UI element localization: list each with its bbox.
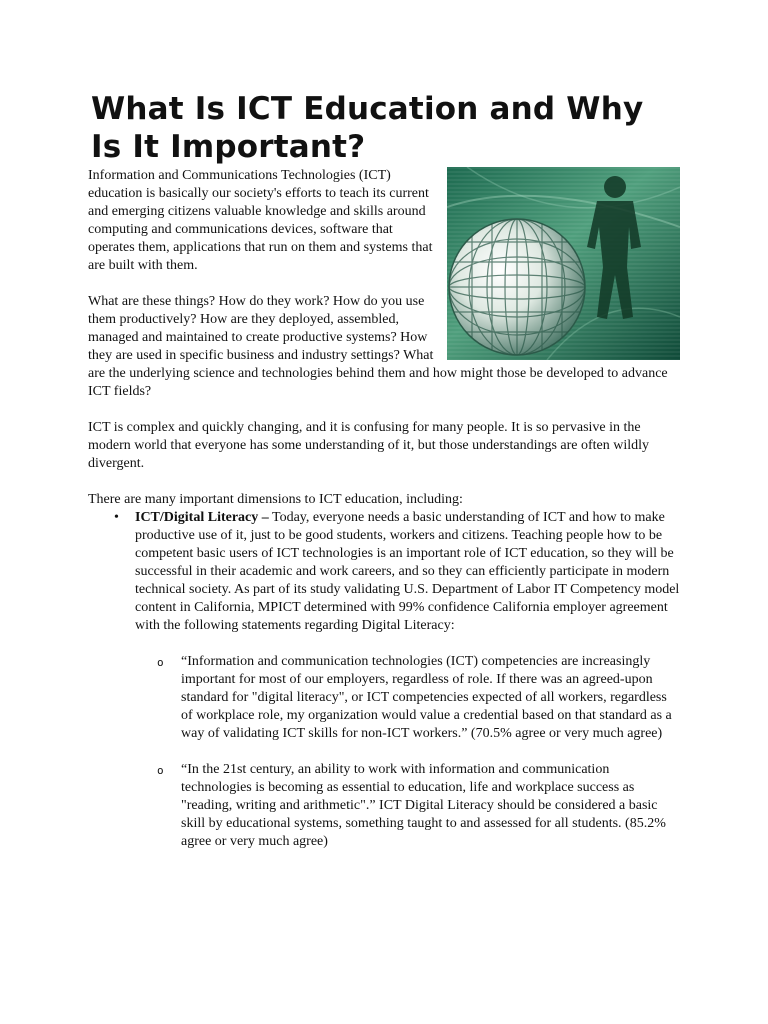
- dimension-text: Today, everyone needs a basic understanding of ICT and how to make productive use of it, just to be good students, workers and citizens. Teaching people how to be competent basic users of ICT technologies is an important role of ICT education, so they will be successful in their academic and work careers, and so they can efficiently participate in modern technical society. As part of its study validating U.S. Department of Labor IT Competency model content in California, MPICT determined with 99% confidence California employer agreement with the following statements regarding Digital Literacy:: [135, 510, 680, 633]
- globe-and-figure-illustration: [447, 167, 680, 360]
- list-item: [157, 761, 680, 851]
- quote-text: “In the 21st century, an ability to work with information and communication technologies is becoming as essential to education, life and workplace success as "reading, writing and arithmetic".” ICT Digital Literacy should be considered a basic skill by educational systems, something taught to and assessed for all students. (85.2% agree or very much agree): [181, 762, 666, 849]
- questions-paragraph: What are these things? How do they work? How do you use them productively? How are they deployed, assembled, managed and maintained to create productive systems? How they are used in specific business and industry settings? What are the underlying science and technologies behind them and how might those be developed to advance ICT fields?: [88, 294, 668, 399]
- sub-bullet-marker: o: [157, 656, 164, 669]
- quotes-list: [135, 653, 680, 851]
- list-item: [157, 653, 680, 743]
- dimensions-intro: There are many important dimensions to ICT education, including:: [88, 492, 463, 507]
- quote-text: “Information and communication technologies (ICT) competencies are increasingly important for most of our employers, regardless of role. If there was an agreed-upon standard for "digital literacy", or ICT competencies expected of all workers, regardless of workplace role, my organization would value a credential based on that standard as a way of validating ICT skills for non-ICT workers.” (70.5% agree or very much agree): [181, 654, 672, 741]
- ict-illustration: [447, 167, 680, 360]
- bullet-marker: •: [114, 510, 119, 525]
- globe: [449, 219, 585, 355]
- document-page: [88, 90, 680, 869]
- sub-bullet-marker: o: [157, 764, 164, 777]
- document-title: What Is ICT Education and Why Is It Important?: [91, 91, 644, 165]
- dimension-lead: ICT/Digital Literacy –: [135, 510, 269, 525]
- complexity-paragraph: ICT is complex and quickly changing, and it is confusing for many people. It is so pervasive in the modern world that everyone has some understanding of it, but those understandings are often wildly divergent.: [88, 420, 650, 471]
- list-item: [114, 509, 680, 851]
- dimensions-list: [88, 509, 680, 851]
- intro-paragraph: Information and Communications Technologies (ICT) education is basically our society's efforts to teach its current and emerging citizens valuable knowledge and skills around computing and communications devices, software that operates them, applications that run on them and systems that are built with them.: [88, 168, 433, 273]
